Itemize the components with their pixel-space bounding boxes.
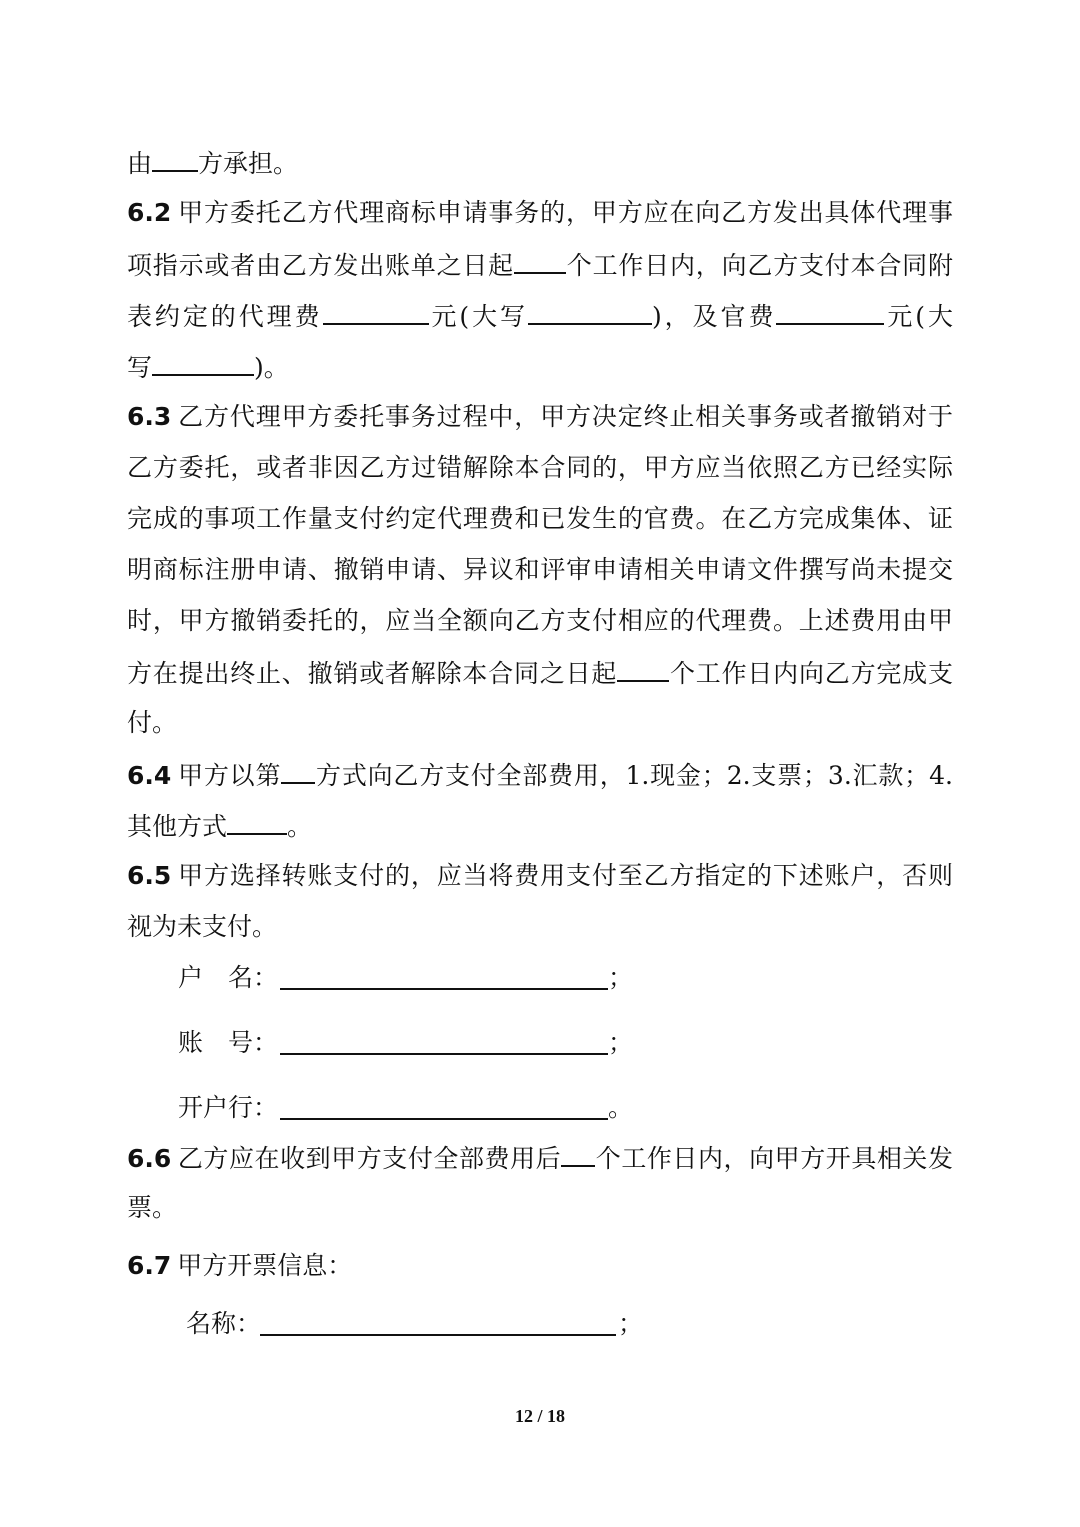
text-line: 由 方承担。 [127, 146, 953, 178]
clause-6-7: 6.7 甲方开票信息： [127, 1251, 353, 1280]
clause-6-2: 6.2 甲方委托乙方代理商标申请事务的，甲方应在向乙方发出具体代理事 [127, 198, 953, 227]
fill-blank [152, 146, 198, 172]
clause-6-5: 6.5 甲方选择转账支付的，应当将费用支付至乙方指定的下述账户，否则 [127, 861, 953, 890]
fill-blank [776, 299, 884, 325]
text-line: 明商标注册申请、撤销申请、异议和评审申请相关申请文件撰写尚未提交 [127, 555, 953, 584]
text-line: 票。 [127, 1193, 178, 1222]
text-line: 视为未支付。 [127, 912, 278, 941]
text-line: 付。 [127, 708, 178, 737]
fill-line [260, 1334, 616, 1336]
text-line: 完成的事项工作量支付约定代理费和已发生的官费。在乙方完成集体、证 [127, 504, 953, 533]
fill-blank [281, 758, 315, 784]
text-line: 表约定的代理费 元(大写 )，及官费 元(大 [127, 299, 953, 331]
bank-field: 开户行： 。 [178, 1093, 634, 1122]
invoice-name-field: 名称： ； [186, 1309, 644, 1338]
fill-blank [227, 809, 287, 835]
fill-blank [561, 1141, 595, 1167]
account-number-field: 账 号： ； [178, 1028, 634, 1057]
clause-6-6: 6.6 乙方应在收到甲方支付全部费用后 个工作日内，向甲方开具相关发 [127, 1141, 953, 1173]
text-line: 项指示或者由乙方发出账单之日起 个工作日内，向乙方支付本合同附 [127, 248, 953, 280]
clause-6-3: 6.3 乙方代理甲方委托事务过程中，甲方决定终止相关事务或者撤销对于 [127, 402, 953, 431]
fill-blank [617, 656, 669, 682]
fill-line [280, 988, 608, 990]
text-line: 时，甲方撤销委托的，应当全额向乙方支付相应的代理费。上述费用由甲 [127, 606, 953, 635]
fill-blank [152, 350, 254, 376]
text-line: 乙方委托，或者非因乙方过错解除本合同的，甲方应当依照乙方已经实际 [127, 453, 953, 482]
fill-line [280, 1053, 608, 1055]
fill-blank [323, 299, 429, 325]
text-line: 写 )。 [127, 350, 953, 382]
account-name-field: 户 名： ； [178, 963, 634, 992]
clause-6-4: 6.4 甲方以第 方式向乙方支付全部费用，1.现金；2.支票；3.汇款；4. [127, 758, 953, 790]
fill-blank [528, 299, 652, 325]
text-line: 其他方式 。 [127, 809, 953, 841]
fill-line [280, 1118, 608, 1120]
page-number: 12 / 18 [514, 1406, 565, 1426]
fill-blank [514, 248, 566, 274]
text-line: 方在提出终止、撤销或者解除本合同之日起 个工作日内向乙方完成支 [127, 656, 953, 688]
